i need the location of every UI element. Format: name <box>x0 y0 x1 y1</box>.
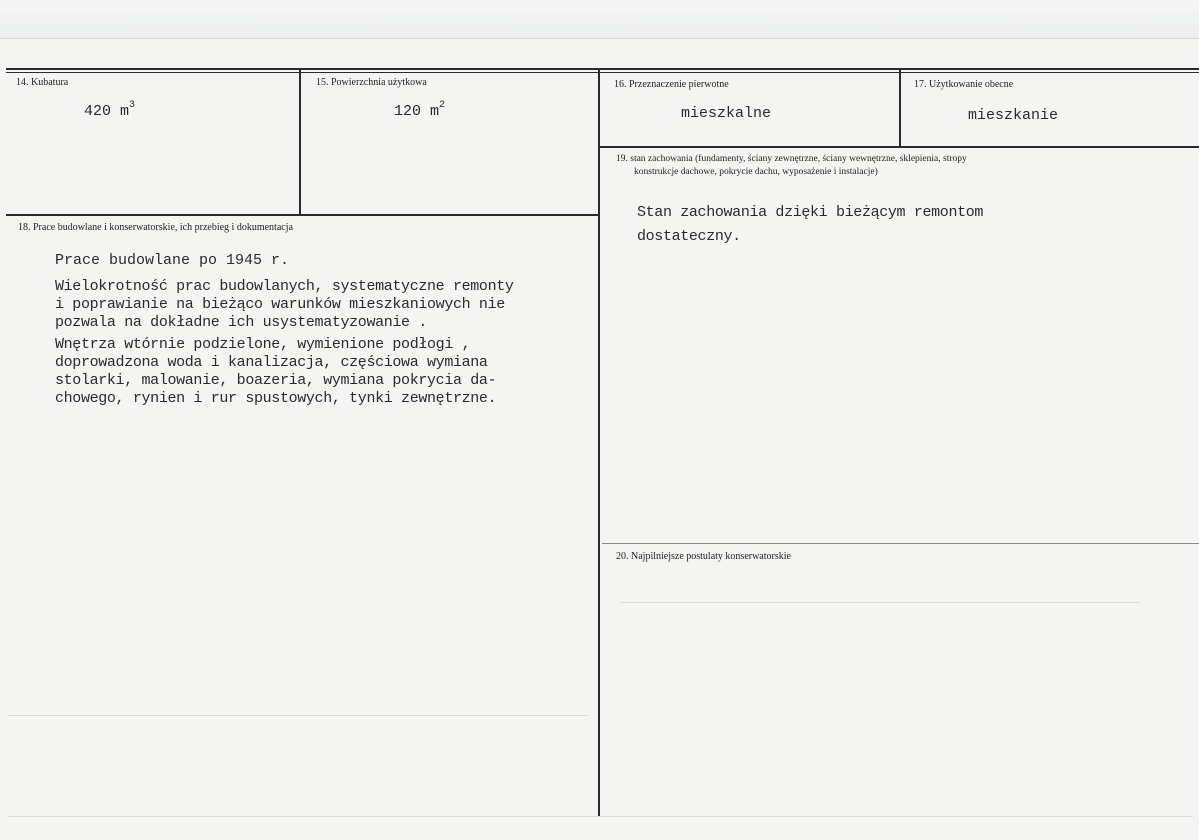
field-19-label-line-1: 19. stan zachowania (fundamenty, ściany zewnętrzne, ściany wewnętrzne, sklepienia, stropy <box>616 154 967 164</box>
rule-under-f14-f15 <box>6 214 599 216</box>
divider-f19-f20 <box>602 543 1199 544</box>
record-card <box>0 38 1199 840</box>
field-18-heading: Prace budowlane po 1945 r. <box>55 252 290 269</box>
field-16-value: mieszkalne <box>681 105 772 122</box>
field-14-value: 420 $m^3$ <box>84 100 136 120</box>
field-16-label: 16. Przeznaczenie pierwotne <box>614 79 729 90</box>
ghost-line <box>620 602 1140 603</box>
field-17-value: mieszkanie <box>968 107 1059 124</box>
field-19-label-line-2: konstrukcje dachowe, pokrycie dachu, wyposażenie i instalacje) <box>634 167 878 177</box>
field-18-paragraph-2: Wnętrza wtórnie podzielone, wymienione podłogi , doprowadzona woda i kanalizacja, częściowa wymiana stolarki, malowanie, boazeria, wymiana pokrycia da- chowego, rynien i rur spustowych, tynki zewnętrzne. <box>55 336 497 407</box>
field-15-exponent: 2 <box>439 100 446 111</box>
field-14-label: 14. Kubatura <box>16 77 69 88</box>
field-19-text: Stan zachowania dzięki bieżącym remontom dostateczny. <box>637 204 984 245</box>
field-15-value: 120 $m^2$ <box>394 100 446 120</box>
divider-f14-f15 <box>299 70 301 215</box>
ghost-line <box>8 715 588 716</box>
field-18-label: 18. Prace budowlane i konserwatorskie, ich przebieg i dokumentacja <box>18 222 293 233</box>
field-20-label: 20. Najpilniejsze postulaty konserwatorskie <box>616 551 791 562</box>
top-rule-double <box>6 72 1199 73</box>
top-rule <box>6 68 1199 70</box>
field-15-label: 15. Powierzchnia użytkowa <box>316 77 427 88</box>
center-divider <box>598 70 600 817</box>
field-17-label: 17. Użytkowanie obecne <box>914 79 1014 90</box>
field-14-exponent: 3 <box>129 100 136 111</box>
divider-f16-f17 <box>899 70 901 147</box>
ghost-line <box>8 816 1193 817</box>
field-18-paragraph-1: Wielokrotność prac budowlanych, systematyczne remonty i poprawianie na bieżąco warunków mieszkaniowych nie pozwala na dokładne ich usystematyzowanie . <box>55 278 514 331</box>
scan-top-margin <box>0 0 1199 38</box>
